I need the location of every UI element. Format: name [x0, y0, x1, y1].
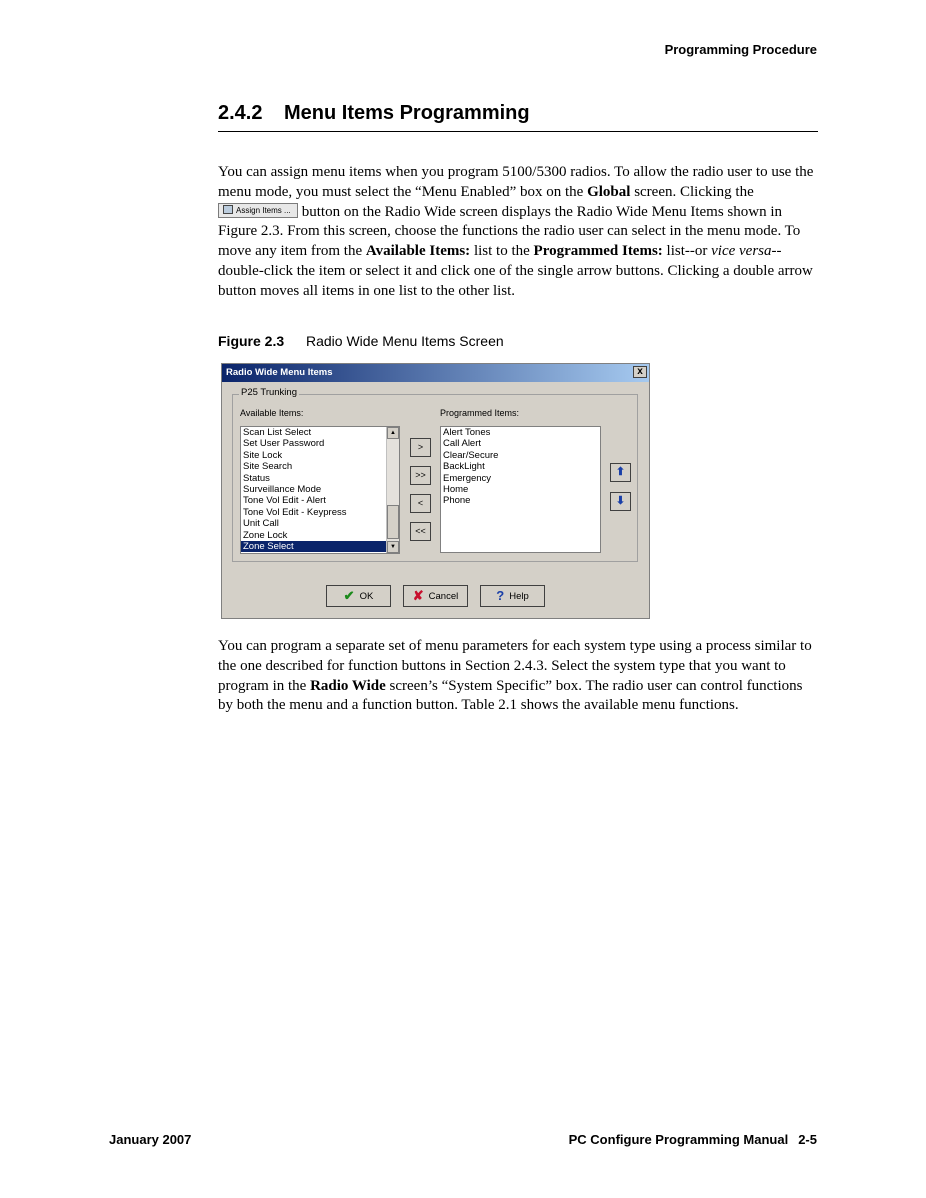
question-mark-icon: ? [496, 588, 505, 603]
list-item[interactable]: Site Lock [243, 449, 283, 461]
list-item[interactable]: Call Alert [443, 438, 482, 450]
scroll-up-icon: ▲ [390, 430, 396, 436]
text-run: button on the Radio Wide screen displays the Radio Wide Menu Items shown in Figure 2.3. From this screen, choose the functions the radio user can select in the menu mode. To move any item from the [218, 203, 801, 260]
figure-caption [218, 333, 504, 349]
list-item[interactable]: Tone Vol Edit - Alert [243, 495, 326, 507]
available-items-label: Available Items: [240, 408, 304, 418]
list-item[interactable]: Set User Password [243, 438, 325, 450]
scroll-down-icon: ▼ [390, 544, 396, 550]
figure-label: Figure 2.3 [218, 333, 285, 349]
text-run: screen. Clicking the [630, 183, 754, 200]
programmed-items-list[interactable] [440, 426, 601, 553]
page-number: 2-5 [798, 1132, 817, 1147]
arrow-up-icon: ⬆ [615, 466, 626, 478]
close-icon: x [637, 366, 643, 377]
programmed-items-label: Programmed Items: [440, 408, 520, 418]
cancel-label: Cancel [428, 591, 459, 602]
section-heading [218, 102, 818, 132]
figure-title: Radio Wide Menu Items Screen [306, 333, 504, 349]
list-item[interactable]: Site Search [243, 461, 293, 473]
add-item-button[interactable]: > [410, 438, 431, 457]
text-bold-available: Available Items: [365, 243, 471, 260]
text-run: list to the [470, 243, 534, 260]
help-button[interactable] [480, 585, 545, 607]
text-bold-global: Global [587, 183, 631, 200]
assign-items-label: Assign Items ... [236, 205, 291, 215]
list-item[interactable]: Clear/Secure [443, 449, 499, 461]
system-type-paragraph [218, 637, 818, 716]
scroll-thumb[interactable] [387, 505, 399, 539]
text-run: list--or [662, 243, 712, 260]
programmed-items-container [441, 427, 600, 507]
scroll-down-button[interactable] [387, 541, 399, 553]
remove-all-button[interactable]: << [410, 522, 431, 541]
move-up-button[interactable] [610, 463, 631, 482]
text-bold-programmed: Programmed Items: [533, 243, 663, 260]
text-run: You can program a separate set of menu parameters for each system type using a process similar to the one described for function buttons in Section 2.4.3. Select the system type that you want to program in the [218, 638, 812, 694]
list-item[interactable]: Surveillance Mode [243, 484, 322, 496]
available-items-container [241, 427, 399, 552]
list-item[interactable]: Alert Tones [443, 427, 491, 438]
text-run: You can assign menu items when you program 5100/5300 radios. To allow the radio user to use the menu mode, you must select the “Menu Enabled” box on the [218, 164, 814, 200]
list-item[interactable]: Emergency [443, 472, 492, 484]
footer-manual-title: PC Configure Programming Manual [568, 1132, 789, 1147]
ok-button[interactable] [326, 585, 391, 607]
move-down-button[interactable] [610, 492, 631, 511]
list-item[interactable]: Tone Vol Edit - Keypress [243, 506, 347, 518]
text-run: screen’s “System Specific” box. The radio user can control functions by both the menu and a function button. Table 2.1 shows the available menu functions. [218, 677, 803, 714]
close-button[interactable] [633, 366, 647, 378]
intro-paragraph [218, 163, 818, 302]
radio-wide-menu-items-dialog [221, 363, 650, 619]
help-label: Help [509, 591, 529, 602]
list-item[interactable]: Zone Select [241, 541, 399, 552]
arrow-down-icon: ⬇ [615, 495, 626, 507]
list-item[interactable]: Phone [443, 495, 471, 507]
groupbox-label: P25 Trunking [241, 387, 297, 398]
text-italic: vice versa [711, 243, 772, 260]
remove-item-button[interactable]: < [410, 494, 431, 513]
list-item[interactable]: Zone Lock [243, 529, 288, 541]
list-item[interactable]: Home [443, 484, 469, 496]
assign-items-button-image [218, 203, 298, 218]
scroll-up-button[interactable] [387, 427, 399, 439]
cancel-button[interactable] [403, 585, 468, 607]
available-items-list[interactable] [240, 426, 400, 554]
list-item[interactable]: Unit Call [243, 518, 279, 530]
dialog-titlebar[interactable] [222, 364, 649, 382]
assign-icon [223, 205, 233, 214]
section-title: Menu Items Programming [284, 102, 530, 124]
section-number: 2.4.2 [218, 102, 263, 124]
available-scrollbar[interactable] [386, 427, 399, 553]
list-item[interactable]: Scan List Select [243, 427, 312, 438]
list-item[interactable]: Status [243, 472, 270, 484]
ok-label: OK [359, 591, 374, 602]
footer-date: January 2007 [109, 1132, 192, 1147]
text-bold-radio-wide: Radio Wide [310, 677, 386, 694]
running-header: Programming Procedure [664, 42, 817, 57]
checkmark-icon: ✔ [343, 588, 355, 603]
text-run: --double-click the item or select it and click one of the single arrow buttons. Clicking a double arrow button moves all items in one list to the other list. [218, 243, 813, 299]
dialog-title: Radio Wide Menu Items [226, 367, 333, 378]
list-item[interactable]: BackLight [443, 461, 485, 473]
x-mark-icon: ✘ [412, 588, 424, 603]
footer-manual [569, 1132, 817, 1147]
add-all-button[interactable]: >> [410, 466, 431, 485]
